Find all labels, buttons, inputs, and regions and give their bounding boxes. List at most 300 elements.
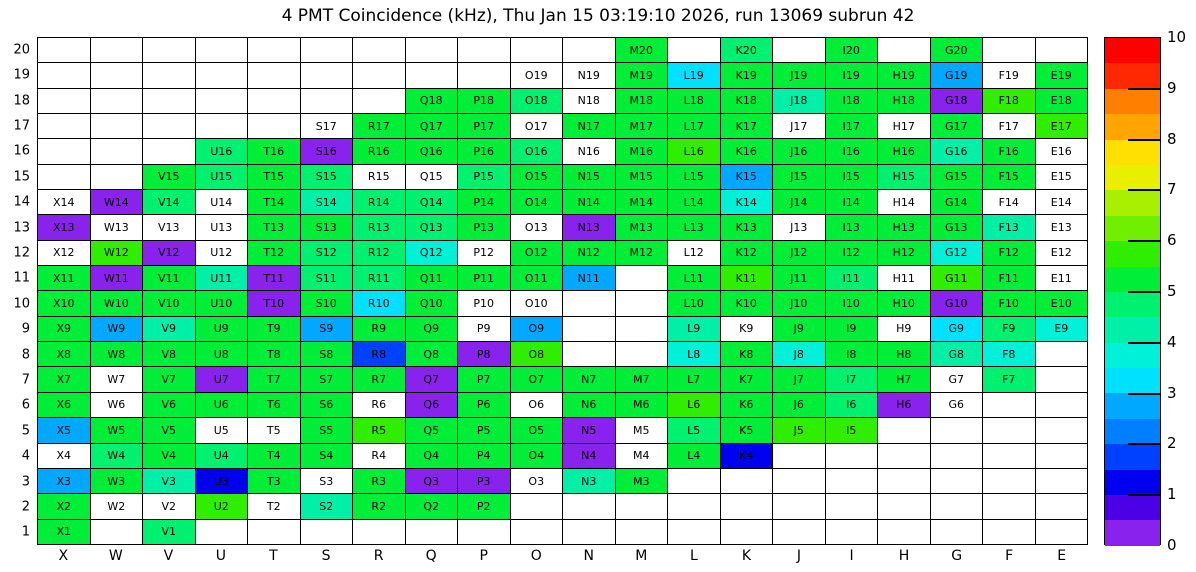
cell-O12: O12 xyxy=(510,240,563,265)
empty-cell xyxy=(38,114,91,139)
x-tick-label-O: O xyxy=(530,548,542,564)
x-tick-label-E: E xyxy=(1057,548,1067,564)
empty-cell xyxy=(458,519,511,544)
empty-cell xyxy=(248,88,301,113)
cell-L7: L7 xyxy=(668,367,721,392)
grid-row-6 xyxy=(38,392,1088,417)
cell-W13: W13 xyxy=(90,215,143,240)
colorbar-band xyxy=(1105,393,1160,418)
empty-cell xyxy=(143,38,196,63)
y-tick-label-8: 8 xyxy=(21,347,30,362)
y-tick-label-11: 11 xyxy=(13,270,30,286)
cell-T9: T9 xyxy=(248,316,301,341)
cell-X12: X12 xyxy=(38,240,91,265)
empty-cell xyxy=(458,63,511,88)
cell-U6: U6 xyxy=(195,392,248,417)
y-tick-label-14: 14 xyxy=(13,194,30,210)
cell-Q7: Q7 xyxy=(405,367,458,392)
colorbar-tick xyxy=(1128,393,1160,395)
cell-S5: S5 xyxy=(300,418,353,443)
empty-cell xyxy=(983,443,1036,468)
cell-Q18: Q18 xyxy=(405,88,458,113)
cell-L19: L19 xyxy=(668,63,721,88)
y-tick-label-12: 12 xyxy=(13,245,30,261)
empty-cell xyxy=(720,519,773,544)
cell-P7: P7 xyxy=(458,367,511,392)
cell-N17: N17 xyxy=(563,114,616,139)
cell-E10: E10 xyxy=(1035,291,1088,316)
x-tick-label-J: J xyxy=(796,548,802,564)
empty-cell xyxy=(90,88,143,113)
cell-Q11: Q11 xyxy=(405,266,458,291)
cell-N15: N15 xyxy=(563,164,616,189)
cell-K16: K16 xyxy=(720,139,773,164)
cell-R15: R15 xyxy=(353,164,406,189)
cell-S13: S13 xyxy=(300,215,353,240)
cell-V4: V4 xyxy=(143,443,196,468)
cell-O4: O4 xyxy=(510,443,563,468)
empty-cell xyxy=(983,38,1036,63)
cell-U12: U12 xyxy=(195,240,248,265)
cell-L11: L11 xyxy=(668,266,721,291)
cell-P4: P4 xyxy=(458,443,511,468)
cell-P17: P17 xyxy=(458,114,511,139)
colorbar-label-2: 2 xyxy=(1167,434,1177,453)
cell-E19: E19 xyxy=(1035,63,1088,88)
empty-cell xyxy=(615,316,668,341)
colorbar-label-6: 6 xyxy=(1167,231,1177,250)
cell-G11: G11 xyxy=(930,266,983,291)
y-tick-label-18: 18 xyxy=(13,93,30,108)
empty-cell xyxy=(353,63,406,88)
cell-G14: G14 xyxy=(930,190,983,215)
cell-I16: I16 xyxy=(825,139,878,164)
cell-E14: E14 xyxy=(1035,190,1088,215)
cell-Q10: Q10 xyxy=(405,291,458,316)
y-tick-label-1: 1 xyxy=(21,524,30,540)
cell-O17: O17 xyxy=(510,114,563,139)
colorbar-tick xyxy=(1128,240,1160,242)
cell-N6: N6 xyxy=(563,392,616,417)
cell-R6: R6 xyxy=(353,392,406,417)
empty-cell xyxy=(930,519,983,544)
cell-E9: E9 xyxy=(1035,316,1088,341)
empty-cell xyxy=(773,38,826,63)
cell-G20: G20 xyxy=(930,38,983,63)
cell-V2: V2 xyxy=(143,494,196,519)
cell-R9: R9 xyxy=(353,316,406,341)
cell-P6: P6 xyxy=(458,392,511,417)
cell-J7: J7 xyxy=(773,367,826,392)
cell-X3: X3 xyxy=(38,468,91,493)
cell-L6: L6 xyxy=(668,392,721,417)
empty-cell xyxy=(930,494,983,519)
cell-F12: F12 xyxy=(983,240,1036,265)
cell-K8: K8 xyxy=(720,342,773,367)
cell-H7: H7 xyxy=(878,367,931,392)
cell-X13: X13 xyxy=(38,215,91,240)
cell-S9: S9 xyxy=(300,316,353,341)
cell-Q17: Q17 xyxy=(405,114,458,139)
x-tick-label-U: U xyxy=(215,548,227,564)
x-tick-label-Q: Q xyxy=(425,548,437,564)
empty-cell xyxy=(1035,367,1088,392)
x-tick-label-I: I xyxy=(849,548,854,564)
cell-L17: L17 xyxy=(668,114,721,139)
empty-cell xyxy=(983,468,1036,493)
cell-F7: F7 xyxy=(983,367,1036,392)
cell-J11: J11 xyxy=(773,266,826,291)
cell-U4: U4 xyxy=(195,443,248,468)
cell-S12: S12 xyxy=(300,240,353,265)
cell-W9: W9 xyxy=(90,316,143,341)
grid-row-17 xyxy=(38,114,1088,139)
cell-U16: U16 xyxy=(195,139,248,164)
cell-M14: M14 xyxy=(615,190,668,215)
cell-X1: X1 xyxy=(38,519,91,544)
cell-N19: N19 xyxy=(563,63,616,88)
cell-H17: H17 xyxy=(878,114,931,139)
empty-cell xyxy=(143,139,196,164)
cell-P2: P2 xyxy=(458,494,511,519)
empty-cell xyxy=(983,392,1036,417)
y-tick-label-19: 19 xyxy=(13,67,30,83)
cell-J14: J14 xyxy=(773,190,826,215)
cell-I14: I14 xyxy=(825,190,878,215)
empty-cell xyxy=(90,63,143,88)
cell-L18: L18 xyxy=(668,88,721,113)
cell-S8: S8 xyxy=(300,342,353,367)
empty-cell xyxy=(1035,443,1088,468)
cell-Q14: Q14 xyxy=(405,190,458,215)
grid-row-13 xyxy=(38,215,1088,240)
cell-Q2: Q2 xyxy=(405,494,458,519)
empty-cell xyxy=(825,468,878,493)
cell-V10: V10 xyxy=(143,291,196,316)
cell-F18: F18 xyxy=(983,88,1036,113)
cell-I8: I8 xyxy=(825,342,878,367)
cell-K20: K20 xyxy=(720,38,773,63)
empty-cell xyxy=(248,38,301,63)
colorbar-band xyxy=(1105,419,1160,444)
cell-T11: T11 xyxy=(248,266,301,291)
cell-R4: R4 xyxy=(353,443,406,468)
cell-O8: O8 xyxy=(510,342,563,367)
cell-J18: J18 xyxy=(773,88,826,113)
cell-W11: W11 xyxy=(90,266,143,291)
empty-cell xyxy=(1035,494,1088,519)
colorbar-band xyxy=(1105,63,1160,88)
y-tick-label-10: 10 xyxy=(13,296,30,312)
cell-J12: J12 xyxy=(773,240,826,265)
cell-L8: L8 xyxy=(668,342,721,367)
x-tick-label-X: X xyxy=(58,548,69,564)
cell-W4: W4 xyxy=(90,443,143,468)
cell-W8: W8 xyxy=(90,342,143,367)
cell-U9: U9 xyxy=(195,316,248,341)
x-tick-label-T: T xyxy=(269,548,278,564)
cell-N13: N13 xyxy=(563,215,616,240)
x-tick-label-L: L xyxy=(689,548,698,564)
colorbar-band xyxy=(1105,216,1160,241)
cell-T8: T8 xyxy=(248,342,301,367)
grid-row-3 xyxy=(38,468,1088,493)
y-tick-label-9: 9 xyxy=(21,321,30,337)
cell-L4: L4 xyxy=(668,443,721,468)
cell-N3: N3 xyxy=(563,468,616,493)
cell-O16: O16 xyxy=(510,139,563,164)
cell-J16: J16 xyxy=(773,139,826,164)
colorbar-tick xyxy=(1128,88,1160,90)
empty-cell xyxy=(563,316,616,341)
empty-cell xyxy=(300,38,353,63)
y-tick-label-15: 15 xyxy=(13,169,30,185)
plot-title: 4 PMT Coincidence (kHz), Thu Jan 15 03:19:10 2026, run 13069 subrun 42 xyxy=(281,6,915,26)
cell-S10: S10 xyxy=(300,291,353,316)
cell-S7: S7 xyxy=(300,367,353,392)
cell-P8: P8 xyxy=(458,342,511,367)
cell-I17: I17 xyxy=(825,114,878,139)
cell-S15: S15 xyxy=(300,164,353,189)
colorbar-tick xyxy=(1128,342,1160,344)
empty-cell xyxy=(248,63,301,88)
cell-Q12: Q12 xyxy=(405,240,458,265)
cell-O10: O10 xyxy=(510,291,563,316)
empty-cell xyxy=(878,38,931,63)
x-tick-label-K: K xyxy=(741,548,751,564)
cell-K13: K13 xyxy=(720,215,773,240)
empty-cell xyxy=(38,139,91,164)
cell-T14: T14 xyxy=(248,190,301,215)
empty-cell xyxy=(38,88,91,113)
cell-K12: K12 xyxy=(720,240,773,265)
colorbar-tick xyxy=(1128,139,1160,141)
colorbar-band xyxy=(1105,368,1160,393)
grid-row-2 xyxy=(38,494,1088,519)
empty-cell xyxy=(668,494,721,519)
cell-V3: V3 xyxy=(143,468,196,493)
empty-cell xyxy=(878,519,931,544)
y-tick-label-16: 16 xyxy=(13,143,30,159)
cell-P5: P5 xyxy=(458,418,511,443)
colorbar-label-5: 5 xyxy=(1167,282,1177,300)
cell-I19: I19 xyxy=(825,63,878,88)
colorbar-tick xyxy=(1128,291,1160,293)
cell-T5: T5 xyxy=(248,418,301,443)
cell-G12: G12 xyxy=(930,240,983,265)
cell-R11: R11 xyxy=(353,266,406,291)
empty-cell xyxy=(195,114,248,139)
cell-X10: X10 xyxy=(38,291,91,316)
cell-I18: I18 xyxy=(825,88,878,113)
grid-row-11 xyxy=(38,266,1088,291)
empty-cell xyxy=(615,494,668,519)
colorbar-band xyxy=(1105,114,1160,139)
empty-cell xyxy=(930,443,983,468)
empty-cell xyxy=(563,342,616,367)
empty-cell xyxy=(143,63,196,88)
colorbar-label-8: 8 xyxy=(1167,129,1177,148)
cell-E18: E18 xyxy=(1035,88,1088,113)
empty-cell xyxy=(615,266,668,291)
cell-Q13: Q13 xyxy=(405,215,458,240)
cell-Q3: Q3 xyxy=(405,468,458,493)
cell-W12: W12 xyxy=(90,240,143,265)
cell-G6: G6 xyxy=(930,392,983,417)
cell-O14: O14 xyxy=(510,190,563,215)
x-tick-label-R: R xyxy=(373,548,384,564)
cell-H13: H13 xyxy=(878,215,931,240)
cell-P3: P3 xyxy=(458,468,511,493)
empty-cell xyxy=(825,519,878,544)
cell-J5: J5 xyxy=(773,418,826,443)
cell-N18: N18 xyxy=(563,88,616,113)
empty-cell xyxy=(930,418,983,443)
empty-cell xyxy=(720,468,773,493)
cell-H16: H16 xyxy=(878,139,931,164)
cell-P10: P10 xyxy=(458,291,511,316)
cell-K19: K19 xyxy=(720,63,773,88)
empty-cell xyxy=(878,494,931,519)
empty-cell xyxy=(615,342,668,367)
cell-P12: P12 xyxy=(458,240,511,265)
colorbar xyxy=(1104,37,1161,545)
cell-T7: T7 xyxy=(248,367,301,392)
grid-row-15 xyxy=(38,164,1088,189)
empty-cell xyxy=(510,494,563,519)
cell-M3: M3 xyxy=(615,468,668,493)
cell-W6: W6 xyxy=(90,392,143,417)
empty-cell xyxy=(405,63,458,88)
cell-T10: T10 xyxy=(248,291,301,316)
empty-cell xyxy=(353,38,406,63)
x-tick-label-S: S xyxy=(321,548,331,564)
cell-M15: M15 xyxy=(615,164,668,189)
cell-R12: R12 xyxy=(353,240,406,265)
empty-cell xyxy=(878,468,931,493)
cell-R8: R8 xyxy=(353,342,406,367)
grid-row-1 xyxy=(38,519,1088,544)
cell-G19: G19 xyxy=(930,63,983,88)
cell-F9: F9 xyxy=(983,316,1036,341)
cell-S14: S14 xyxy=(300,190,353,215)
cell-P15: P15 xyxy=(458,164,511,189)
cell-T3: T3 xyxy=(248,468,301,493)
empty-cell xyxy=(773,494,826,519)
cell-F16: F16 xyxy=(983,139,1036,164)
cell-K11: K11 xyxy=(720,266,773,291)
cell-H8: H8 xyxy=(878,342,931,367)
cell-W14: W14 xyxy=(90,190,143,215)
x-tick-label-P: P xyxy=(479,548,488,564)
cell-G18: G18 xyxy=(930,88,983,113)
cell-O19: O19 xyxy=(510,63,563,88)
cell-F8: F8 xyxy=(983,342,1036,367)
colorbar-band xyxy=(1105,38,1160,63)
cell-R3: R3 xyxy=(353,468,406,493)
cell-Q9: Q9 xyxy=(405,316,458,341)
cell-F19: F19 xyxy=(983,63,1036,88)
cell-M18: M18 xyxy=(615,88,668,113)
cell-H18: H18 xyxy=(878,88,931,113)
y-tick-label-4: 4 xyxy=(21,448,30,464)
empty-cell xyxy=(878,418,931,443)
cell-F17: F17 xyxy=(983,114,1036,139)
cell-R5: R5 xyxy=(353,418,406,443)
cell-F13: F13 xyxy=(983,215,1036,240)
cell-U14: U14 xyxy=(195,190,248,215)
colorbar-label-3: 3 xyxy=(1167,383,1177,402)
cell-F15: F15 xyxy=(983,164,1036,189)
cell-I12: I12 xyxy=(825,240,878,265)
cell-O6: O6 xyxy=(510,392,563,417)
grid-row-4 xyxy=(38,443,1088,468)
cell-M17: M17 xyxy=(615,114,668,139)
cell-X2: X2 xyxy=(38,494,91,519)
cell-W2: W2 xyxy=(90,494,143,519)
cell-V9: V9 xyxy=(143,316,196,341)
cell-E15: E15 xyxy=(1035,164,1088,189)
cell-M12: M12 xyxy=(615,240,668,265)
colorbar-label-0: 0 xyxy=(1167,536,1177,554)
cell-O18: O18 xyxy=(510,88,563,113)
cell-T2: T2 xyxy=(248,494,301,519)
cell-W3: W3 xyxy=(90,468,143,493)
cell-O15: O15 xyxy=(510,164,563,189)
cell-N7: N7 xyxy=(563,367,616,392)
empty-cell xyxy=(90,139,143,164)
colorbar-label-4: 4 xyxy=(1167,332,1177,351)
cell-X8: X8 xyxy=(38,342,91,367)
cell-O3: O3 xyxy=(510,468,563,493)
empty-cell xyxy=(405,519,458,544)
cell-I9: I9 xyxy=(825,316,878,341)
empty-cell xyxy=(195,38,248,63)
cell-V11: V11 xyxy=(143,266,196,291)
cell-O11: O11 xyxy=(510,266,563,291)
cell-J13: J13 xyxy=(773,215,826,240)
colorbar-label-10: 10 xyxy=(1167,28,1187,46)
empty-cell xyxy=(195,519,248,544)
empty-cell xyxy=(90,519,143,544)
cell-J6: J6 xyxy=(773,392,826,417)
cell-K4: K4 xyxy=(720,443,773,468)
cell-R7: R7 xyxy=(353,367,406,392)
cell-N14: N14 xyxy=(563,190,616,215)
y-tick-label-6: 6 xyxy=(21,397,30,413)
cell-G16: G16 xyxy=(930,139,983,164)
y-tick-label-17: 17 xyxy=(13,118,30,134)
cell-I6: I6 xyxy=(825,392,878,417)
cell-Q6: Q6 xyxy=(405,392,458,417)
cell-Q5: Q5 xyxy=(405,418,458,443)
cell-F14: F14 xyxy=(983,190,1036,215)
cell-L13: L13 xyxy=(668,215,721,240)
cell-I20: I20 xyxy=(825,38,878,63)
cell-K10: K10 xyxy=(720,291,773,316)
cell-I10: I10 xyxy=(825,291,878,316)
cell-O13: O13 xyxy=(510,215,563,240)
cell-P13: P13 xyxy=(458,215,511,240)
grid-row-14 xyxy=(38,190,1088,215)
empty-cell xyxy=(773,519,826,544)
cell-N12: N12 xyxy=(563,240,616,265)
cell-G8: G8 xyxy=(930,342,983,367)
x-tick-label-G: G xyxy=(951,548,963,564)
grid-row-12 xyxy=(38,240,1088,265)
colorbar-tick xyxy=(1128,443,1160,445)
empty-cell xyxy=(195,88,248,113)
